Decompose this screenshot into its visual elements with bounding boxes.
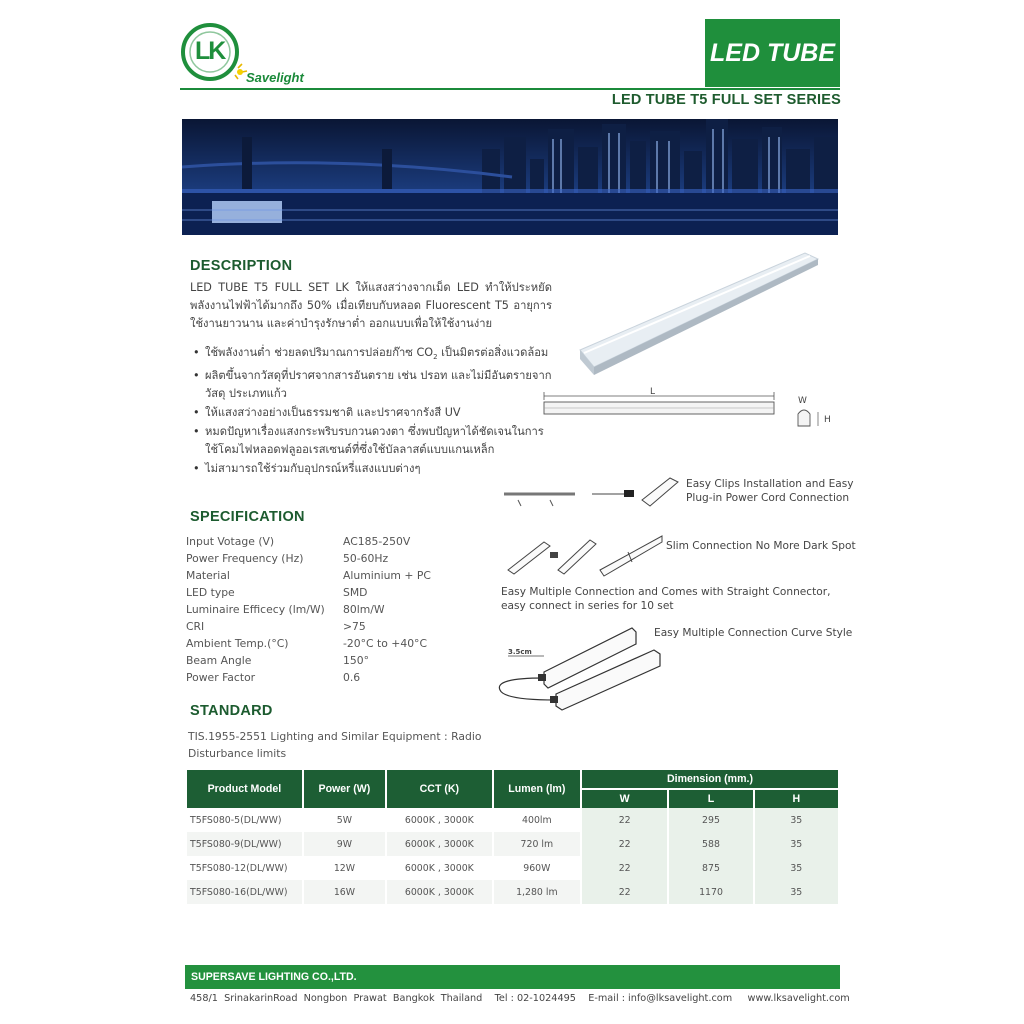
- company-name-bar: SUPERSAVE LIGHTING CO.,LTD.: [185, 965, 840, 989]
- category-badge: LED TUBE: [705, 19, 840, 87]
- header-cct: CCT (K): [387, 770, 492, 808]
- header-w: W: [582, 788, 667, 808]
- dimension-3-5cm: 3.5cm: [508, 648, 532, 656]
- straight-connector-diagram: [500, 530, 665, 580]
- brand-name: Savelight: [246, 70, 304, 85]
- company-address: 458/1 SrinakarinRoad Nongbon Prawat Bangkok Thailand Tel : 02-1024495 E-mail : info@lksavelight.com www.lksavelight.com: [190, 993, 850, 1004]
- table-row: T5FS080-5(DL/WW) 5W 6000K , 3000K 400lm 22 295 35: [187, 808, 838, 832]
- clips-caption-line2: Plug-in Power Cord Connection: [686, 492, 850, 504]
- header-dimension: Dimension (mm.): [582, 770, 838, 788]
- height-label: H: [824, 415, 831, 425]
- spec-row: Luminaire Efficecy (lm/W) 80lm/W: [186, 603, 385, 616]
- series-title: LED TUBE T5 FULL SET SERIES: [611, 92, 841, 108]
- specification-table: [186, 533, 473, 686]
- specification-heading: SPECIFICATION: [190, 509, 305, 525]
- led-tube-image: [570, 245, 820, 375]
- clips-caption-line1: Easy Clips Installation and Easy: [686, 478, 854, 490]
- header-model: Product Model: [187, 770, 302, 808]
- table-row: T5FS080-12(DL/WW) 12W 6000K , 3000K 960W 22 875 35: [187, 856, 838, 880]
- list-item: • ให้แสงสว่างอย่างเป็นธรรมชาติ และปราศจากรังสี UV: [190, 404, 555, 423]
- slim-caption: Slim Connection No More Dark Spot: [666, 540, 856, 552]
- table-row: T5FS080-16(DL/WW) 16W 6000K , 3000K 1,280 lm 22 1170 35: [187, 880, 838, 904]
- description-paragraph: LED TUBE T5 FULL SET LK ให้แสงสว่างจากเม็ด LED ทำให้ประหยัดพลังงานไฟฟ้าได้มากถึง 50% เมื่อเทียบกับหลอด Fluorescent T5 อายุการใช้งานยาวนาน และค่าบำรุงรักษาต่ำ ออกแบบเพื่อให้ใช้งานง่าย: [190, 281, 552, 330]
- width-label: W: [798, 396, 807, 406]
- standard-heading: STANDARD: [190, 703, 273, 719]
- spec-row: Material Aluminium + PC: [186, 569, 431, 582]
- list-item: • ไม่สามารถใช้ร่วมกับอุปกรณ์หรี่แสงแบบต่างๆ: [190, 460, 555, 479]
- list-item: • ผลิตขึ้นจากวัสดุที่ปราศจากสารอันตราย เช่น ปรอท และไม่มีอันตรายจากวัสดุ ประเภทแก้ว: [190, 367, 555, 404]
- spec-row: Power Frequency (Hz) 50-60Hz: [186, 552, 389, 565]
- header-h: H: [755, 788, 838, 808]
- table-row: T5FS080-9(DL/WW) 9W 6000K , 3000K 720 lm 22 588 35: [187, 832, 838, 856]
- header-power: Power (W): [304, 770, 385, 808]
- curve-caption: Easy Multiple Connection Curve Style: [654, 627, 853, 639]
- header-l: L: [669, 788, 752, 808]
- list-item: • ใช้พลังงานต่ำ ช่วยลดปริมาณการปล่อยก๊าซ $CO_2$ เป็นมิตรต่อสิ่งแวดล้อม: [190, 344, 555, 367]
- series-caption-line2: easy connect in series for 10 set: [501, 600, 674, 612]
- header-lumen: Lumen (lm): [494, 770, 580, 808]
- spec-row: CRI >75: [186, 620, 366, 633]
- spec-row: Beam Angle 150°: [186, 654, 370, 667]
- city-night-banner: [182, 119, 838, 235]
- spec-row: Ambient Temp.(°C) -20°C to +40°C: [186, 637, 427, 650]
- spec-row: Power Factor 0.6: [186, 671, 361, 684]
- spec-row: LED type SMD: [186, 586, 368, 599]
- description-heading: DESCRIPTION: [190, 258, 293, 274]
- length-label: L: [650, 387, 656, 397]
- logo-mark: LK: [195, 37, 225, 65]
- curve-connection-diagram: [494, 624, 669, 714]
- list-item: • หมดปัญหาเรื่องแสงกระพริบรบกวนดวงตา ซึ่งพบปัญหาได้ชัดเจนในการใช้โคมไฟหลอดฟลูออเรสเซนต์ที่ซึ่งใช้บัลลาสต์แบบแกนเหล็ก: [190, 423, 555, 460]
- spec-row: Input Votage (V) AC185-250V: [186, 535, 411, 548]
- dimension-drawing: [538, 384, 838, 432]
- standard-text: TIS.1955-2551 Lighting and Similar Equipment : Radio Disturbance limits: [188, 730, 482, 760]
- header-divider: [180, 88, 840, 90]
- product-table: [185, 770, 840, 904]
- feature-list: [190, 344, 555, 478]
- series-caption-line1: Easy Multiple Connection and Comes with Straight Connector,: [501, 586, 831, 598]
- clips-installation-diagram: [500, 474, 680, 514]
